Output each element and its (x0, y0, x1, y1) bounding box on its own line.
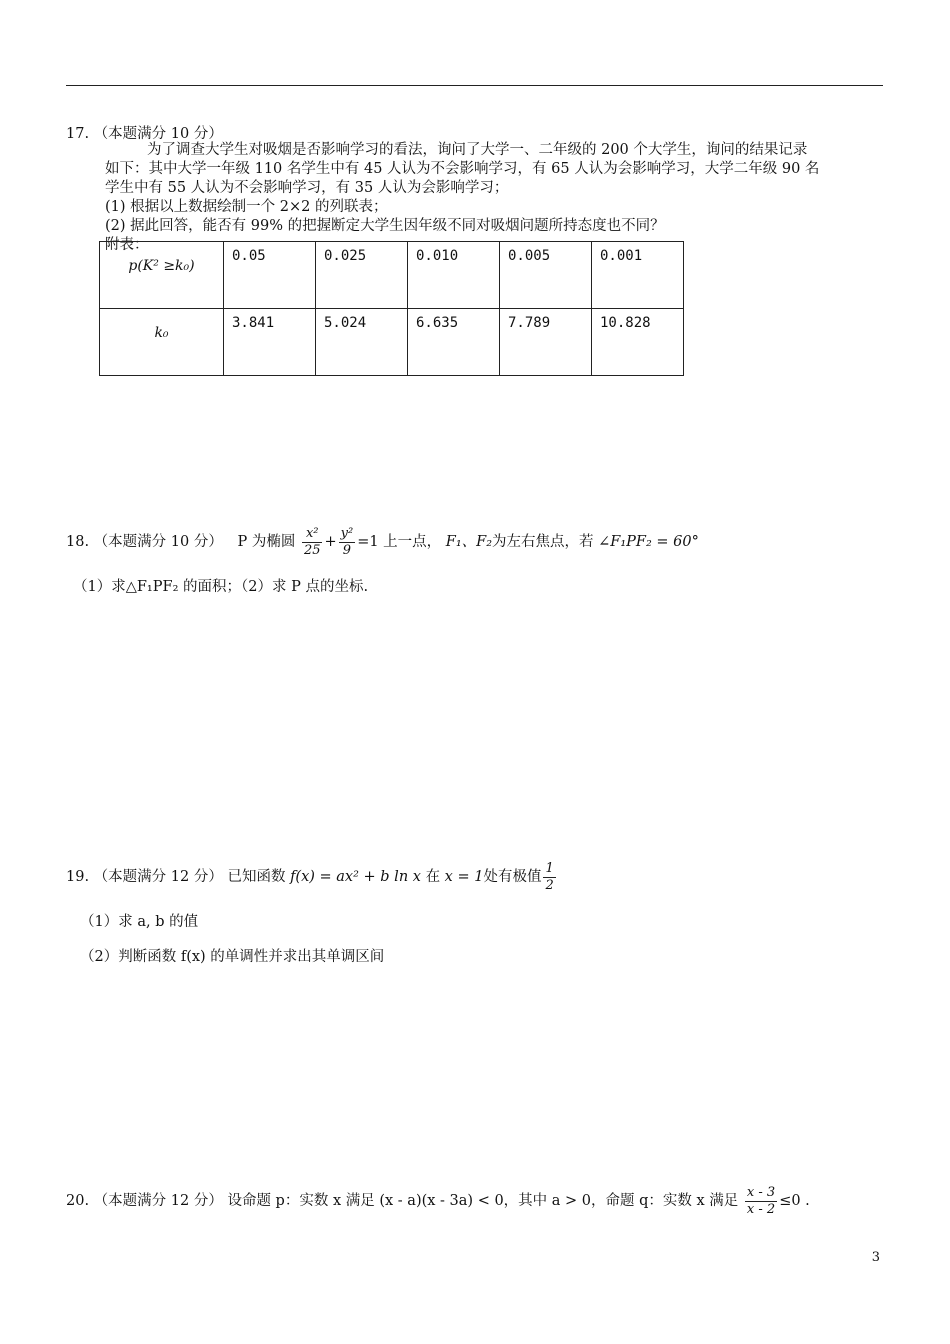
q17-line2: 如下：其中大学一年级 110 名学生中有 45 人认为不会影响学习，有 65 人认为会影响学习，大学二年级 90 名 (105, 161, 820, 177)
table-cell: 0.010 (408, 242, 500, 309)
q18-heading: 18. （本题满分 10 分） (66, 534, 223, 550)
q17-heading: 17. （本题满分 10 分） (66, 126, 223, 142)
q18-text-a: P 为椭圆 (237, 534, 296, 550)
q19-text-c: 处有极值 (483, 869, 542, 885)
ellipse-fraction-x: $\frac{\text{x²}}{25}$ (303, 525, 321, 558)
extremum-fraction: $\frac{1}{2}$ (545, 860, 554, 893)
q20-line (66, 1182, 810, 1220)
q19-part1: （1）求 a, b 的值 (80, 914, 199, 930)
q18-line: 18. （本题满分 10 分） P 为椭圆 $\frac{\text{x²}}{25}$ + $\frac{\text{y²}}{9}$ =1 上一点， F₁、F₂为左右焦点，若 ∠F₁PF₂ = 60° (66, 525, 699, 558)
critical-value-table (99, 241, 684, 376)
table-header-k: k₀ (100, 309, 224, 376)
q19-part2: （2）判断函数 f(x) 的单调性并求出其单调区间 (80, 949, 385, 965)
q20-fraction: $\frac{x - 3}{x - 2}$ (746, 1184, 776, 1217)
table-row (100, 242, 684, 309)
table-cell: 6.635 (408, 309, 500, 376)
table-cell: 0.001 (592, 242, 684, 309)
q20-text-b: ≤0 . (779, 1193, 810, 1209)
q19-text-b: 在 (425, 869, 441, 885)
q19-text-a: 已知函数 (227, 869, 286, 885)
table-cell: 0.05 (224, 242, 316, 309)
ellipse-fraction-y: $\frac{\text{y²}}{9}$ (340, 525, 354, 558)
q19-heading: 19. （本题满分 12 分） (66, 869, 223, 885)
q19-line (66, 858, 558, 896)
table-cell: 0.005 (500, 242, 592, 309)
q18-foci: F₁、F₂ (445, 534, 493, 550)
q19-function: f(x) = ax² + b ln x (290, 869, 421, 885)
table-cell: 3.841 (224, 309, 316, 376)
q18-subquestions: （1）求△F₁PF₂ 的面积；（2）求 P 点的坐标. (73, 579, 369, 595)
q20-heading: 20. （本题满分 12 分） (66, 1193, 223, 1209)
q18-text-c: 为左右焦点，若 (492, 534, 594, 550)
page-number: 3 (871, 1250, 880, 1265)
q17-line1: 为了调查大学生对吸烟是否影响学习的看法，询问了大学一、二年级的 200 个大学生，询问的结果记录 (147, 142, 808, 158)
q17-part1: (1) 根据以上数据绘制一个 2×2 的列联表； (105, 199, 388, 215)
q18-text-b: =1 上一点， (357, 534, 442, 550)
table-cell: 10.828 (592, 309, 684, 376)
table-cell: 7.789 (500, 309, 592, 376)
q17-body (105, 141, 885, 255)
header-rule (66, 85, 883, 86)
q17-line3: 学生中有 55 人认为不会影响学习，有 35 人认为会影响学习； (105, 180, 509, 196)
table-cell: 5.024 (316, 309, 408, 376)
table-header-p: p(K² ≥k₀) (100, 242, 224, 309)
q19-condition: x = 1 (444, 869, 484, 885)
table-cell: 0.025 (316, 242, 408, 309)
q17-appendix: 附表： (105, 237, 149, 253)
table-row (100, 309, 684, 376)
q20-text-a: 设命题 p：实数 x 满足 (x - a)(x - 3a) < 0，其中 a > 0，命题 q：实数 x 满足 (227, 1193, 739, 1209)
q17-part2: (2) 据此回答，能否有 99% 的把握断定大学生因年级不同对吸烟问题所持态度也不同？ (105, 218, 665, 234)
q18-angle: ∠F₁PF₂ = 60° (598, 534, 699, 550)
